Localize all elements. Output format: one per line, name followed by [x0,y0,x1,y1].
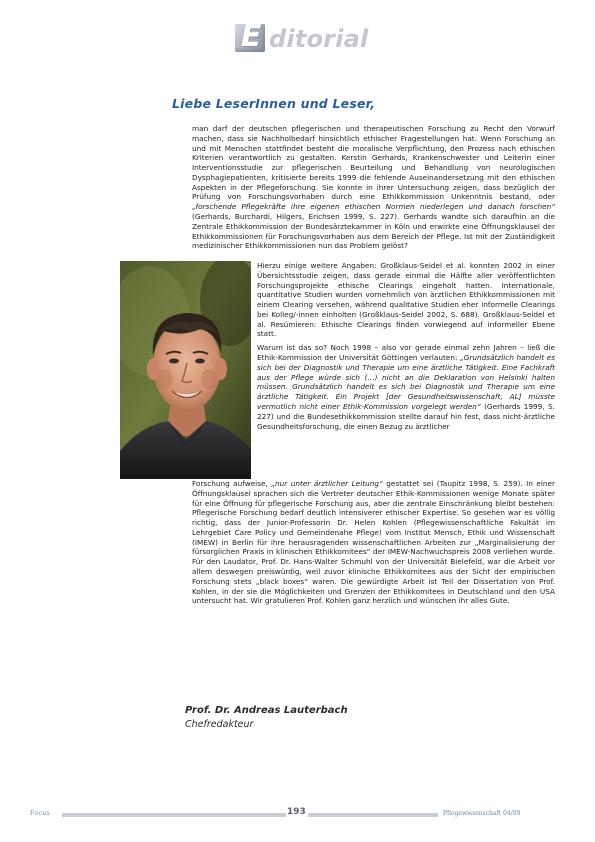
page-number: 193 [287,807,306,817]
salutation: Liebe LeserInnen und Leser, [172,96,376,111]
footer-rule-left [62,813,286,817]
paragraph-clearings: Hierzu einige weitere Angaben: Großklaus-Seidel et al. konnten 2002 in einer Übersichtsstudie zeigen, dass gerade einmal die Hälfte aller veröffentlichten Forschungsprojekte ethische Clearings eingeholt hatten. Internationale, quantitative Studien wurden vornehmlich von ärztlichen Ethikkommissionen mit einem Clearing versehen, während qualitative Studien eher informelle Clearings bei Kolleg/-innen einholten (Großklaus-Seidel 2002, S. 688). Großklaus-Seidel et al. Resümieren: Ethische Clearings finden vorwiegend auf informeller Ebene statt. [257,261,555,339]
author-role: Chefredakteur [185,719,254,730]
title-initial: E [241,19,262,54]
quote-gerhards: „forschende Pflegekräfte ihre eigenen ethischen Normen niederlegen und danach forschen“ [192,202,555,212]
paragraph-intro [192,124,555,251]
text-run: (Gerhards 1999, S. 227) und die Bundesethikkommission stellte darauf hin fest, dass nicht-ärztliche Gesundheitsforschung, die einen Bezug zu ärztlicher [257,401,555,431]
body-text-bottom [192,479,555,606]
text-run: Warum ist das so? Noch 1998 – also vor gerade einmal zehn Jahren – ließ die Ethik-Kommission der Universität Göttingen verlauten: [257,343,555,363]
quote-aerztliche-leitung: „nur unter ärztlicher Leitung“ [271,479,383,488]
paragraph-warum [257,343,555,431]
footer-section: Focus [30,810,51,817]
author-portrait [120,261,251,479]
text-run: Forschung aufweise, [192,479,272,488]
text-run: (Gerhards, Burchardi, Hilgers, Erichsen 1999, S. 227). Gerhards wandte sich daraufhin an die Zentrale Ethikkommission der Bundesärztekammer in Köln und erwirkte eine Öffnungsklausel der Ethikkommissionen für Forschungsvorhaben aus dem Bereich der Pflege. Ist mit der Zuständigkeit medizinischer Ethikkommissionen nun das Problem gelöst? [192,212,555,251]
text-run: gestattet sei (Taupitz 1998, S. 259). In einer Öffnungsklausel sprachen sich die Vertreter deutscher Ethik-Kommissionen wenige Monate später für eine Öffnung für pflegerische Forschung aus, aber die zentrale Einschränkung bleibt bestehen: Pflegerische Forschung bedarf deutlich intensiverer ethischer Expertise. So gesehen war es völlig richtig, dass der Junior-Professorin Dr. Helen Kohlen (Pflegewissenschaftliche Fakultät im Lehrgebiet Care Policy und Gemeindenahe Pflege) vom Institut Mensch, Ethik und Wissenschaft (IMEW) in Berlin für ihre herausragenden wissenschaftlichen Arbeiten zur „Marginalisierung der fürsorglichen Praxis in klinischen Ethikkomitees“ der IMEW-Nachwuchspreis 2008 verliehen wurde. Für den Laudator, Prof. Dr. Hans-Walter Schmuhl von der Universität Bielefeld, war die Arbeit vor allem deswegen preiswürdig, weil zuvor klinische Ethikkomitees aus der Sicht der empirischen Forschung stets „black boxes“ waren. Die gewürdigte Arbeit ist Teil der Dissertation von Prof. Kohlen, in der sie die Möglichkeiten und Grenzen der Ethikkomitees in Deutschland und den USA untersucht hat. Wir gratulieren Prof. Kohlen ganz herzlich und wünschen ihr alles Gute. [192,479,555,606]
title-rest: ditorial [269,25,369,53]
author-name: Prof. Dr. Andreas Lauterbach [185,705,348,716]
text-run: man darf der deutschen pflegerischen und therapeutischen Forschung zu Recht den Vorwurf machen, dass sie Nachholbedarf hinsichtlich ethischer Fragestellungen hat. Wenn Forschung an und mit Menschen stattfindet besteht die moralische Verpflichtung, den Prozess nach ethischen Kriterien verantwortlich zu gestalten. Kerstin Gerhards, Krankenschwester und Leiterin einer Interventionsstudie zur pflegerischen Beurteilung und Behandlung von neurologischen Dysphagiepatienten, kritisierte bereits 1999 die fehlende Auseinandersetzung mit den ethischen Aspekten in der Pflegeforschung. Sie konnte in ihrer Untersuchung zeigen, dass bezüglich der Prüfung von Forschungsvorhaben durch eine Ethikkommission Unkenntnis bestand, oder [192,124,555,202]
paragraph-continuation [192,479,555,606]
editorial-title [235,19,369,54]
body-text-side [257,261,555,431]
body-text-top [192,124,555,251]
footer-rule-right [308,813,438,817]
quote-goettingen: „Grundsätzlich handelt es sich bei der Diagnostik und Therapie um eine ärztliche Tätigkeit. Eine Fachkraft aus der Pflege würde sich (…) nicht an die Deklaration von Helsinki halten müssen. Grundsätzlich handelt es sich bei Diagnostik und Therapie um eine ärztliche Tätigkeit. Ein Projekt [der Gesundheitswissenschaft, AL] müsste vermutlich nicht einer Ethik-Kommission vorgelegt werden“ [257,353,555,411]
page-footer [0,806,595,820]
footer-journal: Pflegewissenschaft 04/09 [443,810,521,817]
